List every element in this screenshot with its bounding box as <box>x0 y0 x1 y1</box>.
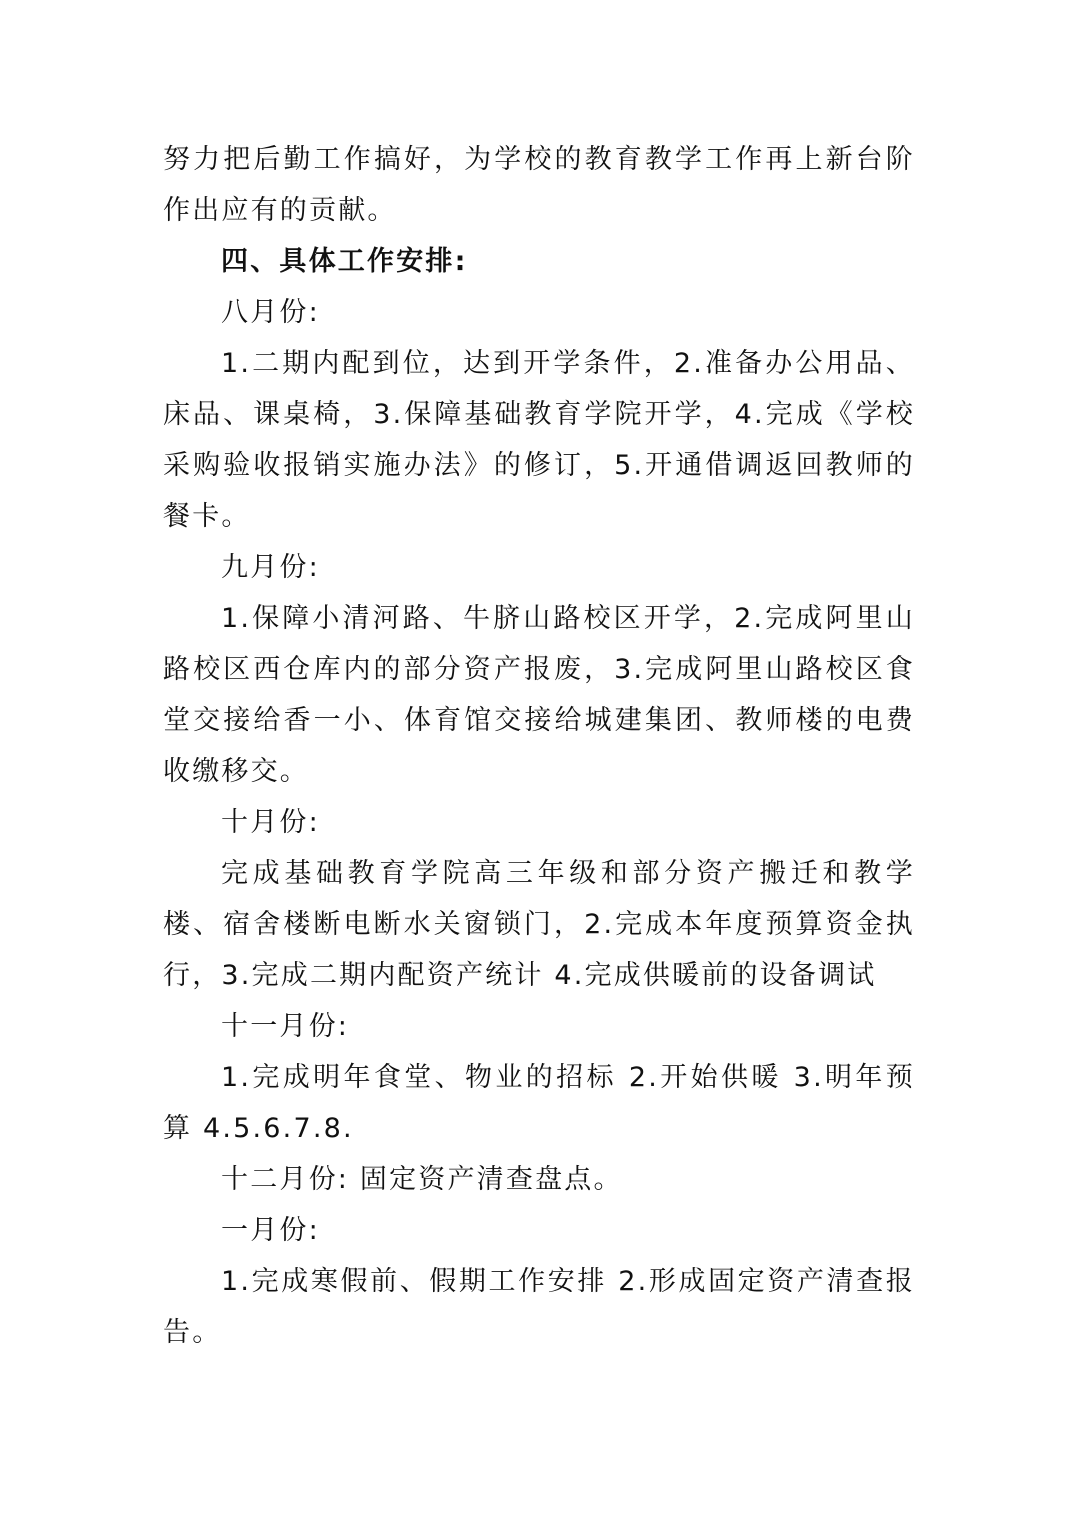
september-heading: 九月份: <box>221 552 320 583</box>
january-paragraph: 1.完成寒假前、假期工作安排 2.形成固定资产清查报告。 <box>163 1266 915 1348</box>
continuation-paragraph: 努力把后勤工作搞好，为学校的教育教学工作再上新台阶作出应有的贡献。 <box>163 144 915 226</box>
november-heading: 十一月份: <box>221 1011 350 1042</box>
october-paragraph: 完成基础教育学院高三年级和部分资产搬迁和教学楼、宿舍楼断电断水关窗锁门，2.完成本年度预算资金执行，3.完成二期内配资产统计 4.完成供暖前的设备调试 <box>163 858 915 991</box>
section-heading-work-arrangement: 四、具体工作安排: <box>221 246 468 277</box>
december-paragraph: 十二月份: 固定资产清查盘点。 <box>221 1164 623 1195</box>
january-heading: 一月份: <box>221 1215 320 1246</box>
november-paragraph: 1.完成明年食堂、物业的招标 2.开始供暖 3.明年预算 4.5.6.7.8. <box>163 1062 915 1144</box>
august-paragraph: 1.二期内配到位，达到开学条件，2.准备办公用品、床品、课桌椅，3.保障基础教育学院开学，4.完成《学校采购验收报销实施办法》的修订，5.开通借调返回教师的餐卡。 <box>163 348 915 532</box>
august-heading: 八月份: <box>221 297 320 328</box>
document-body <box>163 134 915 1358</box>
october-heading: 十月份: <box>221 807 320 838</box>
september-paragraph: 1.保障小清河路、牛脐山路校区开学，2.完成阿里山路校区西仓库内的部分资产报废，3.完成阿里山路校区食堂交接给香一小、体育馆交接给城建集团、教师楼的电费收缴移交。 <box>163 603 915 787</box>
